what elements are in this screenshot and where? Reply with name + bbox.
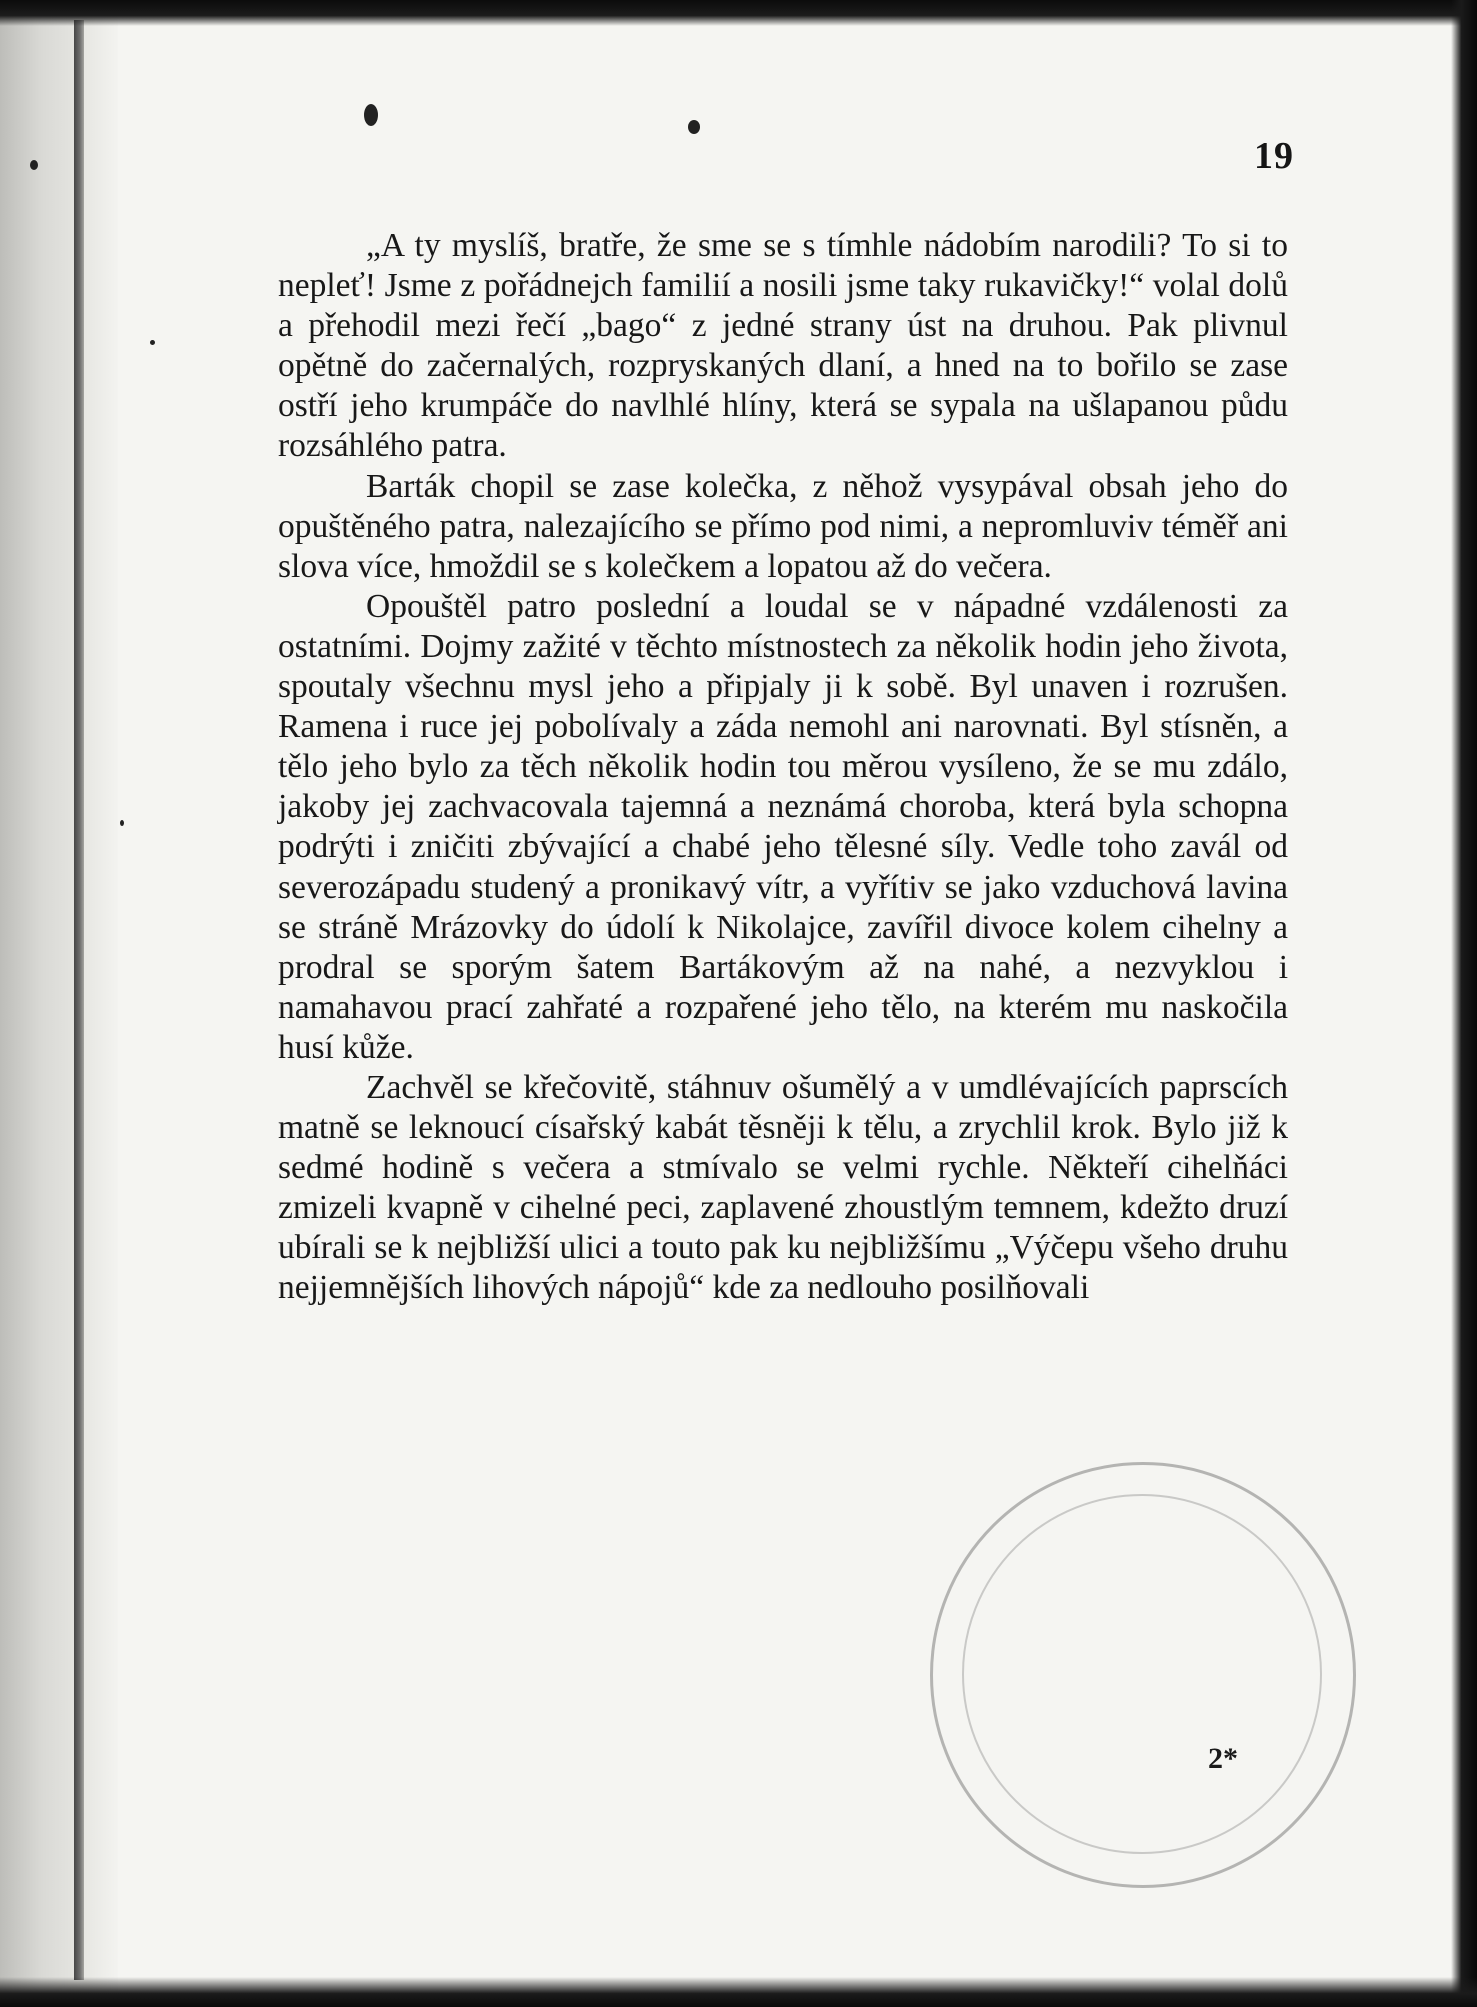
ink-speck	[150, 340, 155, 345]
paragraph: Opouštěl patro poslední a loudal se v nápadné vzdálenosti za ostatními. Dojmy zažité v těchto místnostech za několik hodin jeho života, spoutaly všechnu mysl jeho a připjaly ji k sobě. Byl unaven i rozrušen. Ramena i ruce jej pobolívaly a záda nemohl ani narovnati. Byl stísněn, a tělo jeho bylo za těch několik hodin tou měrou vysíleno, že se mu zdálo, jakoby jej zachvacovala tajemná a neznámá choroba, která byla schopna podrýti i zničiti zbývající a chabé jeho tělesné síly. Vedle toho zavál od severozápadu studený a pronikavý vítr, a vyřítiv se jako vzduchová lavina se stráně Mrázovky do údolí k Nikolajce, zavířil divoce kolem cihelny a prodral se sporým šatem Bartákovým až na nahé, a nezvyklou i namahavou prací zahřaté a rozpařené jeho tělo, na kterém mu naskočila husí kůže.	[278, 587, 1288, 1066]
library-stamp-ring	[962, 1494, 1322, 1854]
signature-mark: 2*	[1208, 1742, 1238, 1775]
scan-border-bottom	[0, 1977, 1477, 2007]
binding-edge	[74, 20, 84, 1980]
paragraph: „A ty myslíš, bratře, že sme se s tímhle nádobím narodili? To si to nepleť! Jsme z pořádnejch familií a nosili jsme taky rukavičky!“ volal dolů a přehodil mezi řečí „bago“ z jedné strany úst na druhou. Pak plivnul opětně do začernalých, rozpryskaných dlaní, a hned na to bořilo se zase ostří jeho krumpáče do navlhlé hlíny, která se sypala na ušlapanou půdu rozsáhlého patra.	[278, 227, 1288, 465]
scan-border-top	[0, 0, 1477, 26]
ink-speck	[364, 104, 378, 126]
ink-speck	[688, 120, 700, 134]
page-number: 19	[1254, 135, 1294, 177]
paragraph: Zachvěl se křečovitě, stáhnuv ošumělý a v umdlévajících paprscích matně se leknoucí císařský kabát těsněji k tělu, a zrychlil krok. Bylo již k sedmé hodině s večera a stmívalo se velmi rychle. Někteří cihelňáci zmizeli kvapně v cihelné peci, zaplavené zhoustlým temnem, kdežto druzí ubírali se k nejbližší ulici a touto pak ku nejbližšímu „Výčepu všeho druhu nejjemnějších lihových nápojů“ kde za nedlouho posilňovali	[278, 1068, 1288, 1307]
body-text	[278, 226, 1288, 1309]
scan-border-right	[1451, 0, 1477, 2007]
paragraph: Barták chopil se zase kolečka, z něhož vysypával obsah jeho do opuštěného patra, nalezajícího se přímo pod nimi, a nepromluviv téměř ani slova více, hmoždil se s kolečkem a lopatou až do večera.	[278, 467, 1288, 585]
ink-speck	[120, 820, 124, 826]
library-stamp	[930, 1462, 1356, 1888]
ink-speck	[30, 160, 38, 170]
page-gutter	[0, 0, 118, 2007]
